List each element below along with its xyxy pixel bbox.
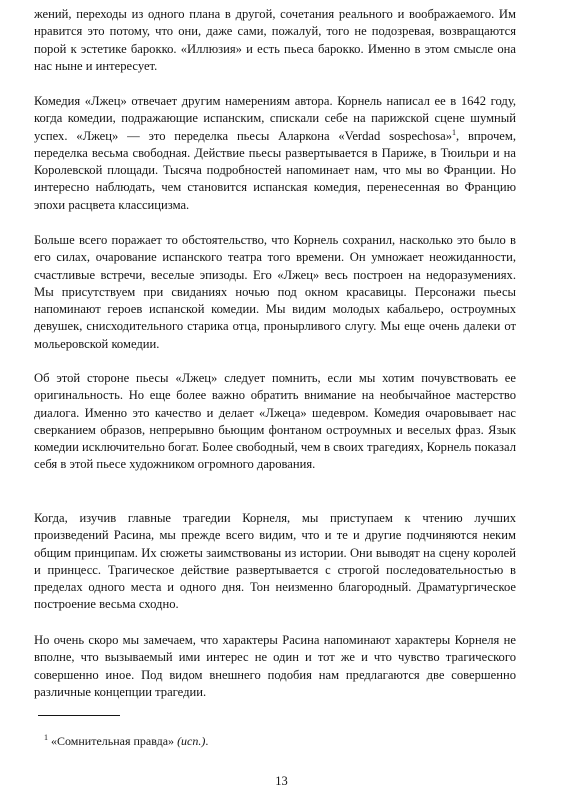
paragraph-4: Об этой стороне пьесы «Лжец» следует помнить, если мы хотим почувствовать ее оригинальность. Но еще более важно обратить внимание на необычайное мастерство диалога. Именно это качество и делает «Лжеца» шедевром. Комедия очаровывает нас сверканием образов, непрерывно бьющим фонтаном остроумных и веселых фраз. Язык комедии исключительно богат. Более свободный, чем в своих трагедиях, Корнель показал себя в этой пьесе художником огромного дарования.	[34, 371, 516, 472]
paragraph-5: Когда, изучив главные трагедии Корнеля, мы приступаем к чтению лучших произведений Расина, мы прежде всего видим, что и те и другие подчиняются неким общим принципам. Их сюжеты заимствованы из истории. Они выводят на сцену королей и принцесс. Трагическое действие развертывается с строгой последовательностью в пределах одного места и одного дня. Тон неизменно благородный. Драматургическое построение весьма сходно.	[34, 511, 516, 612]
paragraph-2-continuation: , впрочем, переделка весьма свободная. Действие пьесы развертывается в Париже, в Тюильри и на Королевской площади. Тысяча подробностей напоминает нам, что мы во Франции. Но интересно наблюдать, чем становится испанская комедия, перенесенная во Францию эпохи расцвета классицизма.	[34, 128, 516, 212]
footnote-tail: .	[205, 734, 209, 748]
paragraph-6: Но очень скоро мы замечаем, что характеры Расина напоминают характеры Корнеля не вполне, что вызываемый ими интерес не один и тот же и что чувство трагического совершенно иное. Под видом внешнего подобия нам предлагаются две совершенно различные концепции трагедии.	[34, 633, 516, 699]
footnote-language-note: (исп.)	[177, 734, 206, 748]
footnote-reference[interactable]: 1	[452, 127, 457, 137]
footnote-text: «Сомнительная правда»	[51, 734, 175, 748]
paragraph-1: жений, переходы из одного плана в другой, сочетания реального и воображаемого. Им нравится это потому, что они, даже сами, пожалуй, того не подозревая, возвращаются порой к эстетике барокко. «Иллюзия» и есть пьеса барокко. Именно в этом смысле она нас ныне и интересует.	[34, 7, 516, 73]
page-number: 13	[275, 774, 288, 788]
paragraph-2	[34, 93, 516, 214]
footnote-divider	[38, 715, 120, 716]
paragraph-3: Больше всего поражает то обстоятельство, что Корнель сохранил, насколько это было в его силах, очарование испанского театра того времени. Он умножает неожиданности, счастливые встречи, веселые эпизоды. Его «Лжец» весь построен на недоразумениях. Мы присутствуем при свиданиях ночью под окном красавицы. Персонажи пьесы напоминают героев испанской комедии. Мы видим молодых кабальеро, остроумных девушек, снисходительного старика отца, пронырливого слугу. Мы еще очень далеки от мольеровской комедии.	[34, 233, 516, 351]
paragraph-2-text: Комедия «Лжец» отвечает другим намерениям автора. Корнель написал ее в 1642 году, когда комедии, подражающие испанским, спискали себе на парижской сцене шумный успех. «Лжец» — это переделка пьесы Аларкона «Verdad sospechosa»	[34, 94, 516, 143]
footnote-mark: 1	[44, 733, 48, 742]
footnote	[44, 734, 514, 749]
